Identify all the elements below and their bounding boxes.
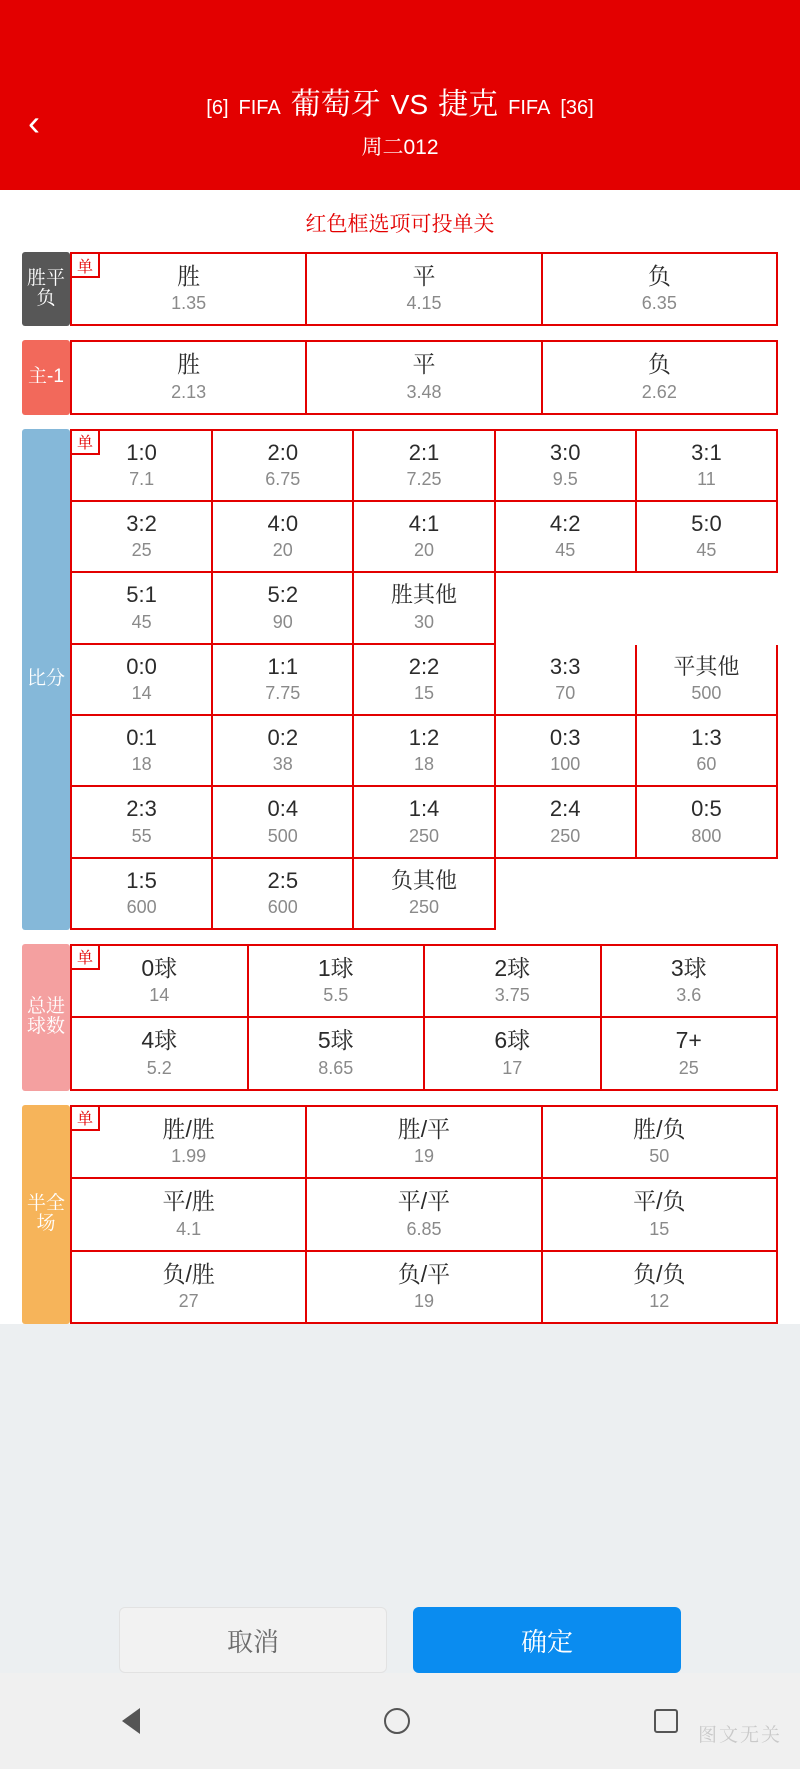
option-name: 负/负	[633, 1260, 686, 1287]
market-group-halffull	[22, 1105, 778, 1324]
confirm-button[interactable]: 确定	[413, 1607, 681, 1673]
option-odds: 90	[272, 611, 293, 632]
option-odds: 55	[131, 825, 152, 846]
watermark: 图文无关	[697, 1725, 782, 1746]
option-score-4-2[interactable]	[354, 716, 495, 787]
option-score-3-0[interactable]	[72, 645, 213, 716]
option-name: 2:2	[408, 653, 440, 679]
market-label-rangqiu	[22, 340, 70, 414]
option-odds: 18	[131, 754, 152, 775]
market-grid-total	[70, 944, 778, 1091]
market-row	[72, 431, 778, 502]
option-odds: 19	[413, 1291, 434, 1312]
option-odds: 1.99	[171, 1146, 207, 1167]
option-name: 负/平	[397, 1260, 451, 1287]
option-name: 1:1	[267, 653, 299, 679]
option-name: 0:2	[267, 725, 299, 751]
option-score-1-2[interactable]	[354, 502, 495, 573]
option-name: 1:4	[408, 796, 440, 822]
market-row	[72, 787, 778, 858]
option-score-0-4[interactable]	[637, 431, 778, 502]
empty-cell	[637, 859, 778, 930]
market-label-text: 半全场	[26, 1192, 65, 1235]
option-odds: 250	[408, 896, 440, 917]
option-odds: 3.6	[676, 985, 702, 1006]
option-odds: 15	[413, 683, 435, 704]
option-total-0-2[interactable]	[425, 946, 602, 1018]
option-name: 5球	[317, 1027, 354, 1054]
option-odds: 45	[696, 540, 717, 561]
option-rangqiu-0-2[interactable]	[543, 342, 778, 414]
option-odds: 800	[691, 825, 722, 846]
market-grid-halffull	[70, 1105, 778, 1324]
option-score-2-1[interactable]	[213, 573, 354, 644]
option-halffull-2-0[interactable]	[72, 1252, 307, 1324]
option-odds: 50	[649, 1146, 670, 1167]
option-name: 2:4	[549, 796, 581, 822]
option-name: 平其他	[673, 653, 740, 679]
option-odds: 100	[550, 754, 581, 775]
option-odds: 45	[555, 540, 576, 561]
option-name: 负	[647, 351, 671, 378]
option-odds: 4.15	[406, 293, 442, 314]
option-name: 7+	[675, 1027, 702, 1054]
option-name: 4:0	[267, 511, 299, 537]
single-bet-badge: 单	[70, 944, 100, 970]
option-name: 5:0	[691, 511, 722, 537]
option-name: 5:1	[126, 582, 157, 608]
vs-label: VS	[390, 89, 429, 120]
back-icon[interactable]: ‹	[28, 102, 40, 143]
back-triangle-icon[interactable]	[122, 1708, 140, 1734]
option-name: 3:3	[549, 653, 581, 679]
market-group-rangqiu	[22, 340, 778, 414]
option-score-3-1[interactable]	[213, 645, 354, 716]
option-spf-0-1[interactable]	[307, 254, 542, 326]
option-odds: 12	[649, 1291, 670, 1312]
market-group-spf	[22, 252, 778, 326]
option-name: 平/胜	[162, 1188, 215, 1215]
market-label-spf	[22, 252, 70, 326]
option-odds: 20	[272, 540, 293, 561]
option-name: 负/胜	[162, 1260, 215, 1287]
markets-container	[0, 252, 800, 1324]
option-odds: 5.5	[323, 985, 349, 1006]
option-score-2-2[interactable]	[354, 573, 495, 644]
option-name: 平	[412, 263, 436, 289]
option-halffull-0-0[interactable]	[72, 1107, 307, 1179]
option-name: 0:4	[267, 796, 299, 822]
option-score-6-1[interactable]	[213, 859, 354, 930]
spacer	[0, 1338, 800, 1458]
market-row	[72, 1018, 778, 1090]
option-name: 胜其他	[391, 582, 458, 608]
market-row	[72, 342, 778, 414]
option-rangqiu-0-1[interactable]	[307, 342, 542, 414]
single-bet-badge: 单	[70, 252, 100, 278]
market-group-total	[22, 944, 778, 1091]
option-score-6-2[interactable]	[354, 859, 495, 930]
option-odds: 18	[413, 754, 435, 775]
option-name: 胜	[177, 351, 201, 378]
option-odds: 17	[502, 1057, 523, 1078]
option-name: 2:5	[267, 867, 299, 893]
market-grid-score	[70, 429, 778, 930]
away-rank: [36]	[560, 97, 594, 119]
option-score-1-1[interactable]	[213, 502, 354, 573]
option-total-0-3[interactable]	[602, 946, 779, 1018]
option-odds: 38	[272, 754, 293, 775]
option-spf-0-2[interactable]	[543, 254, 778, 326]
action-bar	[0, 1607, 800, 1673]
option-name: 平/平	[397, 1188, 451, 1215]
option-spf-0-0[interactable]	[72, 254, 307, 326]
home-fifa-label: FIFA	[238, 97, 281, 119]
option-name: 胜/负	[633, 1115, 686, 1142]
option-score-6-0[interactable]	[72, 859, 213, 930]
market-row	[72, 1252, 778, 1324]
market-grid-rangqiu	[70, 340, 778, 414]
option-score-3-4[interactable]	[637, 645, 778, 716]
option-score-0-1[interactable]	[213, 431, 354, 502]
option-score-0-2[interactable]	[354, 431, 495, 502]
option-odds: 7.25	[406, 469, 442, 490]
option-name: 胜/平	[397, 1115, 451, 1142]
market-label-halffull	[22, 1105, 70, 1324]
option-name: 平/负	[633, 1188, 686, 1215]
market-label-text: 主-1	[28, 366, 64, 388]
market-row	[72, 502, 778, 573]
option-odds: 30	[413, 611, 435, 632]
option-odds: 70	[555, 683, 576, 704]
option-total-1-1[interactable]	[249, 1018, 426, 1090]
empty-cell	[496, 859, 637, 930]
option-odds: 14	[149, 985, 170, 1006]
market-label-text: 总进球数	[26, 995, 65, 1038]
market-label-text: 比分	[26, 668, 65, 690]
option-score-5-2[interactable]	[354, 787, 495, 858]
option-name: 1:5	[126, 867, 157, 893]
option-odds: 4.1	[176, 1218, 202, 1239]
option-score-4-1[interactable]	[213, 716, 354, 787]
option-total-1-0[interactable]	[72, 1018, 249, 1090]
option-name: 1:3	[691, 725, 722, 751]
option-rangqiu-0-0[interactable]	[72, 342, 307, 414]
option-name: 1:0	[126, 439, 157, 465]
option-halffull-0-1[interactable]	[307, 1107, 542, 1179]
android-navbar	[0, 1673, 800, 1769]
option-odds: 500	[267, 825, 298, 846]
option-score-5-0[interactable]	[72, 787, 213, 858]
match-subtitle: 周二012	[361, 136, 439, 159]
option-odds: 27	[178, 1291, 199, 1312]
option-name: 4球	[141, 1027, 178, 1054]
market-group-score	[22, 429, 778, 930]
option-name: 0:0	[126, 653, 157, 679]
recents-square-icon[interactable]	[654, 1709, 678, 1733]
option-odds: 1.35	[171, 293, 207, 314]
option-name: 胜/胜	[162, 1115, 215, 1142]
match-title	[206, 79, 593, 123]
market-label-score	[22, 429, 70, 930]
option-odds: 15	[649, 1218, 670, 1239]
option-total-0-1[interactable]	[249, 946, 426, 1018]
option-odds: 7.75	[265, 683, 301, 704]
option-odds: 25	[131, 540, 152, 561]
option-odds: 500	[691, 683, 722, 704]
option-odds: 8.65	[318, 1057, 354, 1078]
notice-text: 红色框选项可投单关	[0, 190, 800, 252]
option-score-3-2[interactable]	[354, 645, 495, 716]
option-odds: 6.85	[406, 1218, 442, 1239]
cancel-button[interactable]: 取消	[119, 1607, 387, 1673]
option-odds: 250	[550, 825, 581, 846]
option-name: 2球	[494, 954, 531, 981]
option-name: 2:0	[267, 439, 299, 465]
market-row	[72, 859, 778, 930]
option-total-1-3[interactable]	[602, 1018, 779, 1090]
option-score-4-3[interactable]	[496, 716, 637, 787]
market-row	[72, 1179, 778, 1251]
option-name: 0:5	[691, 796, 722, 822]
option-name: 4:1	[408, 511, 440, 537]
home-team-name: 葡萄牙	[290, 88, 381, 121]
empty-cell	[496, 573, 637, 644]
option-score-0-3[interactable]	[496, 431, 637, 502]
option-name: 4:2	[549, 511, 581, 537]
option-odds: 60	[696, 754, 717, 775]
option-odds: 6.35	[641, 293, 677, 314]
away-fifa-label: FIFA	[508, 97, 551, 119]
option-name: 3球	[670, 954, 707, 981]
home-rank: [6]	[206, 97, 229, 119]
home-circle-icon[interactable]	[384, 1708, 410, 1734]
market-row	[72, 645, 778, 716]
market-row	[72, 946, 778, 1018]
option-halffull-1-0[interactable]	[72, 1179, 307, 1251]
option-score-1-4[interactable]	[637, 502, 778, 573]
option-odds: 45	[131, 611, 152, 632]
option-odds: 600	[267, 896, 298, 917]
option-score-5-3[interactable]	[496, 787, 637, 858]
option-score-5-4[interactable]	[637, 787, 778, 858]
option-score-2-0[interactable]	[72, 573, 213, 644]
option-odds: 25	[678, 1057, 699, 1078]
option-name: 1:2	[408, 725, 440, 751]
page-header	[0, 0, 800, 190]
market-row	[72, 254, 778, 326]
option-halffull-2-2[interactable]	[543, 1252, 778, 1324]
option-name: 0:3	[549, 725, 581, 751]
option-odds: 19	[413, 1146, 434, 1167]
option-name: 负其他	[391, 867, 458, 893]
option-name: 0:1	[126, 725, 157, 751]
empty-cell	[637, 573, 778, 644]
option-name: 平	[412, 351, 436, 378]
option-name: 负	[647, 263, 671, 289]
option-name: 6球	[494, 1027, 531, 1054]
option-name: 2:1	[408, 439, 440, 465]
option-score-1-0[interactable]	[72, 502, 213, 573]
option-odds: 11	[697, 469, 716, 490]
option-score-3-3[interactable]	[496, 645, 637, 716]
option-odds: 20	[413, 540, 435, 561]
option-halffull-0-2[interactable]	[543, 1107, 778, 1179]
option-halffull-2-1[interactable]	[307, 1252, 542, 1324]
market-grid-spf	[70, 252, 778, 326]
option-name: 3:0	[549, 439, 581, 465]
option-name: 2:3	[126, 796, 157, 822]
away-team-name: 捷克	[438, 88, 499, 121]
option-score-5-1[interactable]	[213, 787, 354, 858]
option-name: 3:1	[691, 439, 722, 465]
market-label-text: 胜平负	[26, 267, 65, 310]
option-name: 3:2	[126, 511, 157, 537]
market-row	[72, 716, 778, 787]
option-odds: 5.2	[146, 1057, 172, 1078]
option-score-4-4[interactable]	[637, 716, 778, 787]
option-odds: 14	[131, 683, 152, 704]
option-odds: 3.48	[406, 381, 442, 402]
market-row	[72, 1107, 778, 1179]
option-odds: 6.75	[265, 469, 301, 490]
option-name: 1球	[317, 954, 354, 981]
option-score-1-3[interactable]	[496, 502, 637, 573]
option-odds: 7.1	[129, 469, 155, 490]
option-name: 胜	[177, 263, 201, 289]
market-label-total	[22, 944, 70, 1091]
option-total-1-2[interactable]	[425, 1018, 602, 1090]
option-score-4-0[interactable]	[72, 716, 213, 787]
option-odds: 2.13	[171, 381, 207, 402]
option-odds: 2.62	[641, 381, 677, 402]
market-row	[72, 573, 778, 644]
single-bet-badge: 单	[70, 1105, 100, 1131]
option-odds: 9.5	[552, 469, 578, 490]
option-halffull-1-1[interactable]	[307, 1179, 542, 1251]
single-bet-badge: 单	[70, 429, 100, 455]
option-odds: 250	[408, 825, 440, 846]
option-odds: 600	[126, 896, 157, 917]
option-name: 5:2	[267, 582, 299, 608]
option-odds: 3.75	[494, 985, 530, 1006]
option-halffull-1-2[interactable]	[543, 1179, 778, 1251]
option-name: 0球	[141, 954, 178, 981]
